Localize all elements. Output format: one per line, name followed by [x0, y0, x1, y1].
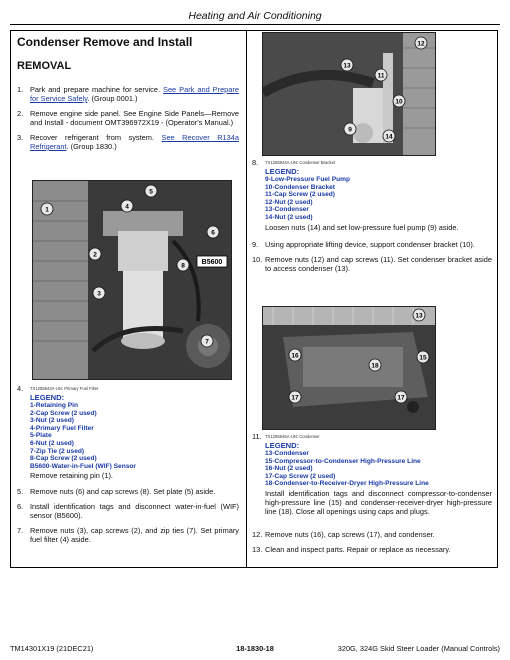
step-6	[17, 502, 239, 520]
park-prepare-link[interactable]: See Park and Prepare for Service Safely	[30, 85, 239, 103]
legend-item: 6-Nut (2 used)	[30, 439, 74, 447]
legend-item: 7-Zip Tie (2 used)	[30, 447, 85, 455]
step-number: 13.	[252, 545, 263, 554]
step-9	[252, 240, 492, 249]
legend-item: 10-Condenser Bracket	[265, 183, 335, 191]
step-4-block	[17, 384, 239, 480]
step-11-block	[252, 432, 492, 516]
step-text: Remove nuts (3), cap screws (2), and zip ties (7). Set primary fuel filter (4) aside.	[30, 526, 239, 544]
callout-12: 12	[417, 40, 425, 48]
step-text: Remove nuts (16), cap screws (17), and condenser.	[265, 530, 435, 539]
step-number: 11.	[252, 432, 262, 441]
legend-item: 3-Nut (2 used)	[30, 417, 74, 425]
step-action: Loosen nuts (14) and set low-pressure fuel pump (9) aside.	[265, 222, 459, 232]
step-12	[252, 530, 492, 539]
legend-item: 13-Condenser	[265, 206, 309, 214]
step-text: Recover refrigerant from system.	[30, 133, 154, 142]
callout-7: 7	[205, 338, 209, 346]
step-text-after: . (Group 0001.)	[87, 94, 138, 103]
step-8-block	[252, 158, 492, 232]
callout-17: 17	[291, 394, 299, 402]
figure-ref: TX1255944A-UN: Condenser Bracket	[265, 160, 336, 165]
steps-5-7	[17, 487, 239, 550]
legend-item: 18-Condenser-to-Receiver-Dryer High-Pressure Line	[265, 480, 429, 488]
legend-item: 14-Nut (2 used)	[265, 213, 313, 221]
callout-17: 17	[397, 394, 405, 402]
callout-9: 9	[348, 126, 352, 134]
step-number: 7.	[17, 526, 24, 535]
callout-10: 10	[395, 98, 403, 106]
step-2	[17, 109, 239, 127]
callout-13: 13	[415, 312, 423, 320]
callout-13: 13	[343, 62, 351, 70]
step-number: 12.	[252, 530, 263, 539]
step-1	[17, 85, 239, 103]
step-number: 6.	[17, 502, 24, 511]
step-13	[252, 545, 492, 554]
step-number: 1.	[17, 85, 24, 94]
page-title: Condenser Remove and Install	[17, 35, 193, 49]
figure-ref: TX1255945A-UN: Condenser	[265, 434, 320, 439]
step-10	[252, 255, 492, 273]
callout-3: 3	[97, 290, 101, 298]
footer-page-number: 18-1830-18	[236, 644, 274, 653]
callout-15: 15	[419, 354, 427, 362]
sensor-tag-label: B5600	[201, 259, 223, 266]
callout-6: 6	[211, 229, 215, 237]
section-heading: REMOVAL	[17, 60, 72, 72]
callout-4: 4	[125, 203, 129, 211]
step-number: 5.	[17, 487, 24, 496]
step-text: Remove engine side panel. See Engine Side Panels—Remove and Install - document OMT396972X19 - (Operator's Manual.)	[30, 109, 239, 127]
step-text: Park and prepare machine for service.	[30, 85, 161, 94]
step-number: 9.	[252, 240, 259, 249]
step-number: 8.	[252, 158, 259, 167]
callout-1: 1	[45, 206, 49, 214]
legend-title: LEGEND:	[30, 393, 65, 402]
callout-11: 11	[377, 72, 385, 80]
legend-item: 5-Plate	[30, 432, 52, 440]
step-3	[17, 133, 239, 151]
recover-refrigerant-link[interactable]: See Recover R134a Refrigerant	[30, 133, 239, 151]
page-header-title: Heating and Air Conditioning	[188, 10, 322, 22]
legend-item: 16-Nut (2 used)	[265, 465, 313, 473]
condenser-bracket-photo	[262, 32, 436, 156]
legend-item: 1-Retaining Pin	[30, 402, 78, 409]
legend-item: 9-Low-Pressure Fuel Pump	[265, 176, 351, 183]
callout-14: 14	[385, 133, 393, 141]
legend-title: LEGEND:	[265, 167, 300, 176]
legend-item: 17-Cap Screw (2 used)	[265, 472, 336, 480]
step-text: Clean and inspect parts. Repair or replace as necessary.	[265, 545, 451, 554]
callout-8: 8	[181, 262, 185, 270]
callout-2: 2	[93, 251, 97, 259]
legend-item: 2-Cap Screw (2 used)	[30, 409, 97, 417]
step-action: Install identification tags and disconnect compressor-to-condenser high-pressure line (15) and condenser-receiver-dryer high-pressure line (18). Close all openings using caps and plugs.	[265, 488, 492, 516]
steps-1-3	[17, 85, 239, 157]
step-text: Remove nuts (12) and cap screws (11). Set condenser bracket aside to access condenser (13).	[265, 255, 492, 273]
primary-fuel-filter-photo	[32, 180, 232, 380]
step-number: 10.	[252, 255, 263, 264]
condenser-photo	[262, 306, 436, 430]
step-number: 2.	[17, 109, 24, 118]
step-number: 4.	[17, 384, 24, 393]
step-text: Install identification tags and disconnect water-in-fuel (WIF) sensor (B5600).	[30, 502, 239, 520]
header-rule	[10, 24, 500, 25]
step-number: 3.	[17, 133, 24, 142]
step-text: Remove nuts (6) and cap screws (8). Set plate (5) aside.	[30, 487, 216, 496]
footer-model: 320G, 324G Skid Steer Loader (Manual Controls)	[337, 644, 500, 653]
column-divider	[246, 30, 247, 568]
legend-title: LEGEND:	[265, 441, 300, 450]
legend-item: 15-Compressor-to-Condenser High-Pressure Line	[265, 457, 421, 465]
step-7	[17, 526, 239, 544]
callout-16: 16	[291, 352, 299, 360]
step-5	[17, 487, 239, 496]
legend-item: 8-Cap Screw (2 used)	[30, 455, 97, 463]
callout-18: 18	[371, 362, 379, 370]
legend-item: B5600-Water-in-Fuel (WIF) Sensor	[30, 462, 136, 470]
legend-item: 11-Cap Screw (2 used)	[265, 191, 335, 199]
callout-5: 5	[149, 188, 153, 196]
steps-9-10	[252, 240, 492, 279]
legend-item: 12-Nut (2 used)	[265, 198, 313, 206]
footer-doc-id: TM14301X19 (21DEC21)	[10, 644, 94, 653]
step-text-after: . (Group 1830.)	[66, 142, 117, 151]
step-text: Using appropriate lifting device, support condenser bracket (10).	[265, 240, 475, 249]
figure-ref: TX1255943A-UN: Primary Fuel Filter	[30, 386, 99, 391]
legend-item: 13-Condenser	[265, 450, 309, 457]
steps-12-13	[252, 530, 492, 560]
legend-item: 4-Primary Fuel Filter	[30, 424, 94, 432]
step-action: Remove retaining pin (1).	[30, 471, 113, 481]
